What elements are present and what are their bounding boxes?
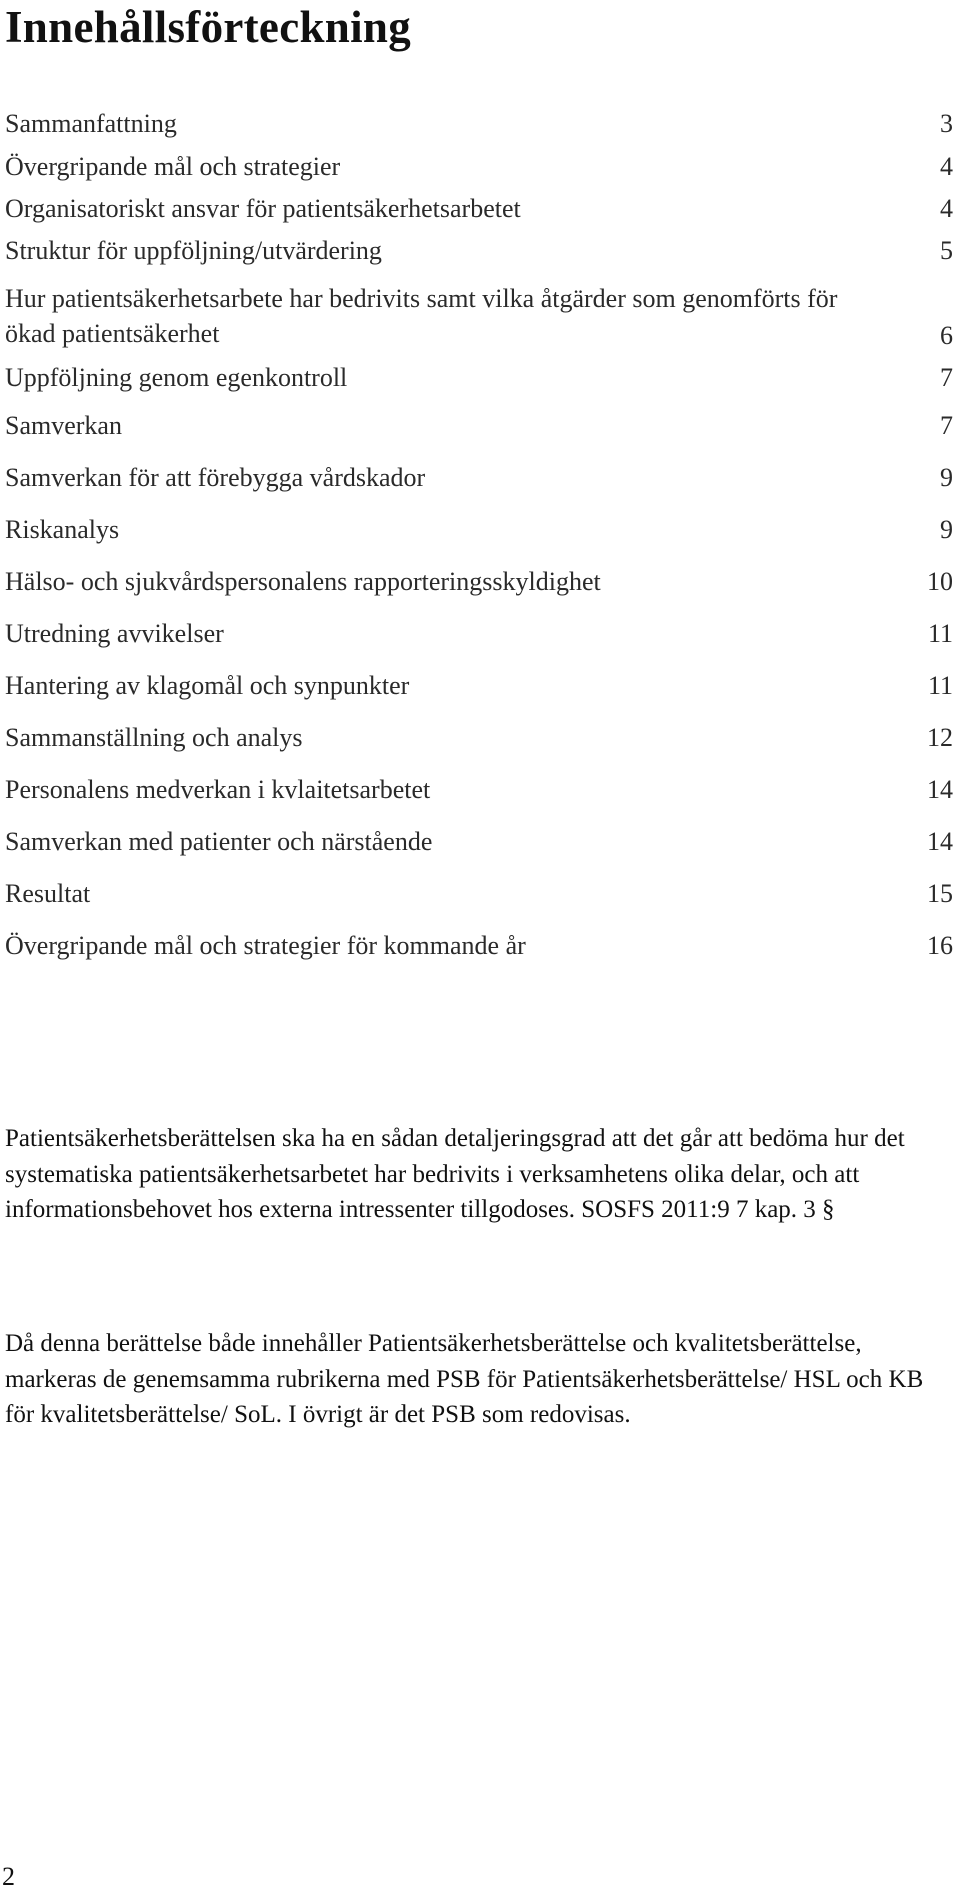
body-paragraph: Då denna berättelse både innehåller Patientsäkerhetsberättelse och kvalitetsberättelse, markeras de genemsamma rubrikerna med PSB för Patientsäkerhetsberättelse/ HSL och KB för kvalitetsberättelse/ SoL. I övrigt är det PSB som redovisas. [5, 1330, 924, 1428]
toc-entry-samverkan-patienter[interactable] [5, 826, 953, 857]
toc-entry-label: Hur patientsäkerhetsarbete har bedrivits samt vilka åtgärder som genomförts för ökad patientsäkerhet [5, 284, 838, 348]
toc-entry-page: 16 [927, 931, 953, 960]
body-paragraph: Patientsäkerhetsberättelsen ska ha en sådan detaljeringsgrad att det går att bedöma hur det systematiska patientsäkerhetsarbetet har bedrivits i verksamhetens olika delar, och att informationsbehovet hos externa intressenter tillgodoses. SOSFS 2011:9 7 kap. 3 § [5, 1125, 905, 1223]
toc-entry-label: Uppföljning genom egenkontroll [5, 363, 348, 392]
toc-entry-resultat[interactable] [5, 878, 953, 909]
toc-entry-page: 7 [940, 411, 953, 440]
toc-entry-sammanstallning-analys[interactable] [5, 722, 953, 753]
toc-entry-uppfoljning-egenkontroll[interactable] [5, 362, 953, 393]
toc-entry-label: Samverkan med patienter och närstående [5, 827, 433, 856]
toc-entry-label: Sammanfattning [5, 109, 177, 138]
toc-entry-page: 6 [940, 321, 953, 350]
toc-entry-struktur-uppfoljning[interactable] [5, 235, 953, 266]
toc-entry-label: Samverkan [5, 411, 122, 440]
toc-entry-page: 3 [940, 109, 953, 138]
toc-entry-sammanfattning[interactable] [5, 108, 953, 139]
toc-entry-label: Hälso- och sjukvårdspersonalens rapporteringsskyldighet [5, 567, 601, 596]
toc-entry-page: 15 [927, 879, 953, 908]
toc-entry-utredning-avvikelser[interactable] [5, 618, 953, 649]
toc-entry-overgripande-mal[interactable] [5, 151, 953, 182]
toc-entry-organisatoriskt-ansvar[interactable] [5, 193, 953, 224]
page-number: 2 [2, 1862, 15, 1891]
toc-entry-page: 11 [927, 671, 953, 700]
toc-entry-label: Samverkan för att förebygga vårdskador [5, 463, 426, 492]
toc-entry-label: Organisatoriskt ansvar för patientsäkerhetsarbetet [5, 194, 521, 223]
toc-entry-label: Personalens medverkan i kvlaitetsarbetet [5, 775, 431, 804]
toc-entry-patientsakerhetsarbete[interactable] [5, 281, 953, 351]
toc-entry-hantering-klagomal[interactable] [5, 670, 953, 701]
toc-entry-label: Hantering av klagomål och synpunkter [5, 671, 410, 700]
toc-entry-page: 9 [940, 515, 953, 544]
toc-entry-page: 4 [940, 152, 953, 181]
toc-entry-kommande-ar[interactable] [5, 930, 953, 961]
table-of-contents [5, 108, 953, 961]
toc-entry-page: 11 [927, 619, 953, 648]
toc-entry-page: 7 [940, 363, 953, 392]
toc-entry-page: 4 [940, 194, 953, 223]
toc-entry-page: 9 [940, 463, 953, 492]
toc-entry-page: 12 [927, 723, 953, 752]
toc-entry-personalens-medverkan[interactable] [5, 774, 953, 805]
toc-entry-label: Sammanställning och analys [5, 723, 303, 752]
toc-entry-label: Struktur för uppföljning/utvärdering [5, 236, 382, 265]
page-title: Innehållsförteckning [5, 2, 412, 52]
toc-entry-label: Resultat [5, 879, 91, 908]
toc-entry-rapporteringsskyldighet[interactable] [5, 566, 953, 597]
toc-entry-page: 14 [927, 827, 953, 856]
toc-entry-riskanalys[interactable] [5, 514, 953, 545]
toc-entry-label: Utredning avvikelser [5, 619, 224, 648]
toc-entry-page: 14 [927, 775, 953, 804]
toc-entry-samverkan[interactable] [5, 410, 953, 441]
toc-entry-label: Övergripande mål och strategier för kommande år [5, 931, 526, 960]
toc-entry-page: 10 [927, 567, 953, 596]
toc-entry-label: Övergripande mål och strategier [5, 152, 341, 181]
toc-entry-label: Riskanalys [5, 515, 120, 544]
toc-entry-samverkan-vardskador[interactable] [5, 462, 953, 493]
toc-entry-page: 5 [940, 236, 953, 265]
